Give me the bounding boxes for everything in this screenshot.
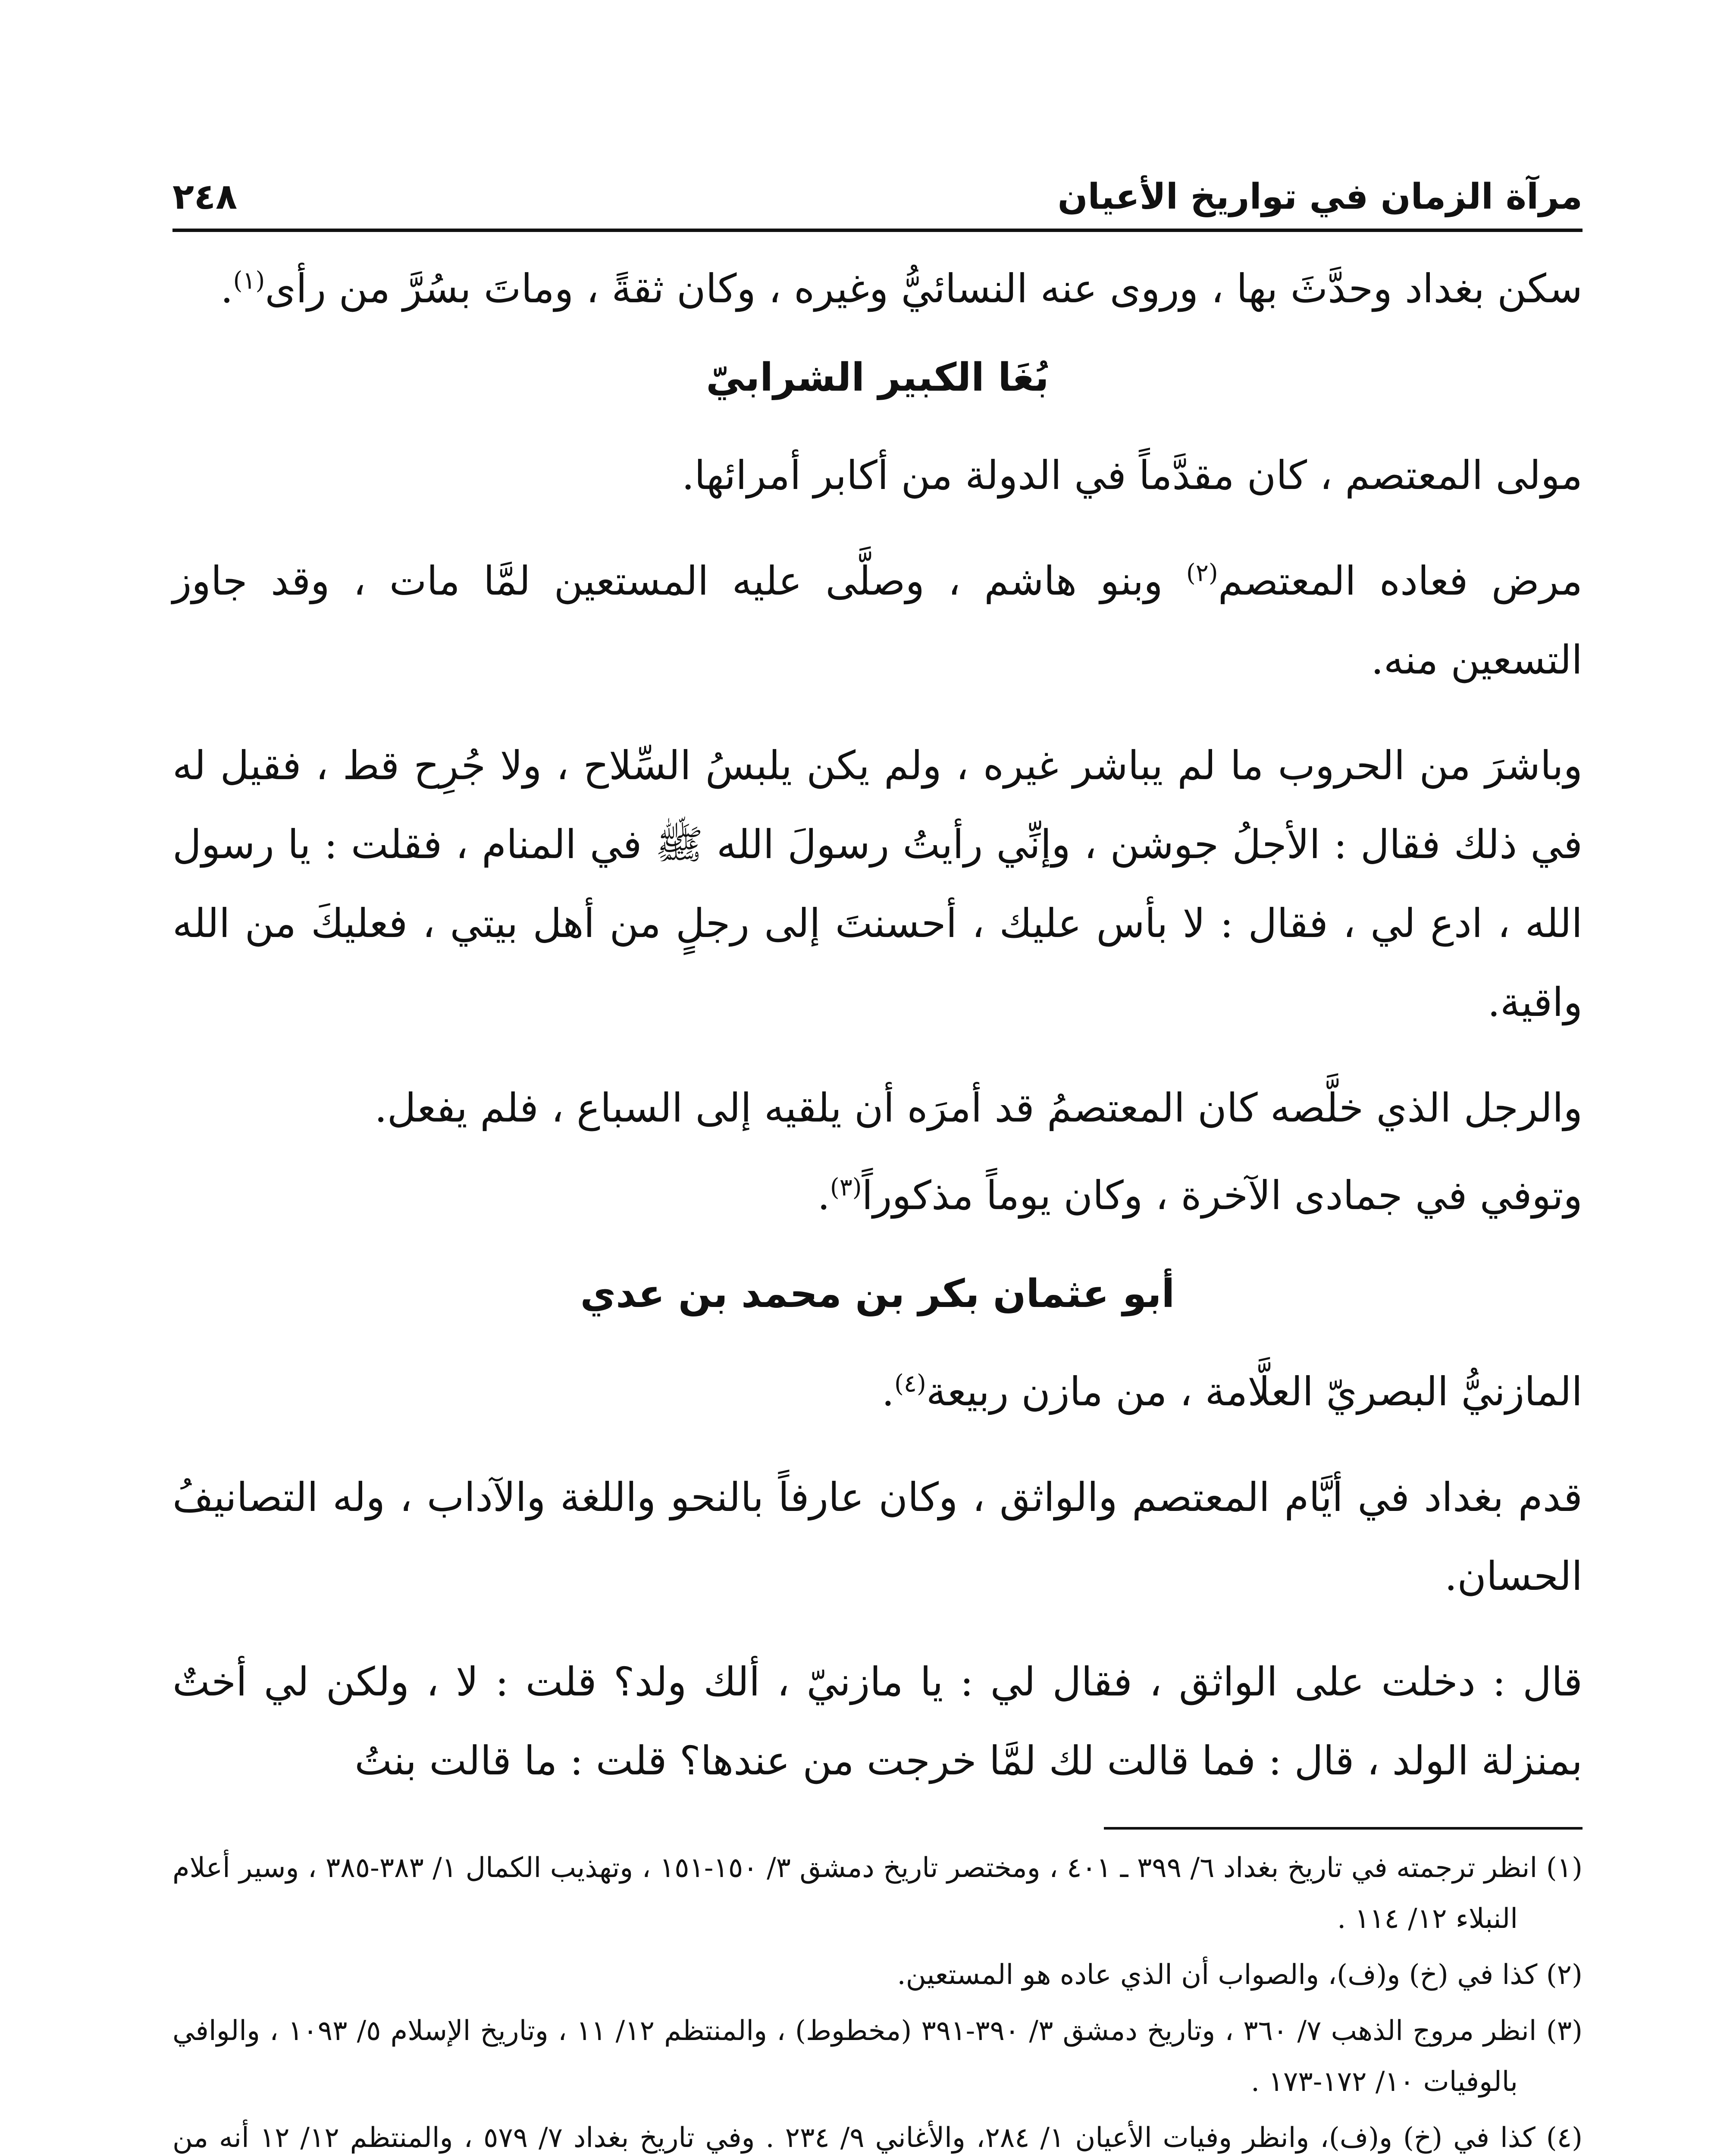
paragraph-1-end: .: [220, 266, 233, 312]
page-number: ٢٤٨: [172, 176, 238, 217]
heading-mazini: أبو عثمان بكر بن محمد بن عدي: [580, 1271, 1175, 1316]
paragraph-9: قال : دخلت على الواثق ، فقال لي : يا مازنيّ ، ألك ولد؟ قلت : لا ، ولكن لي أختٌ بمنزلة الولد ، قال : فما قالت لك لمَّا خرجت من عندها؟ قلت : ما قالت بنتُ: [172, 1659, 1583, 1784]
paragraph-7: [172, 1352, 1583, 1431]
paragraph-6: [172, 1156, 1583, 1235]
paragraph-3: [172, 542, 1583, 699]
footnotes: [172, 1827, 1583, 2156]
book-page: [172, 164, 1583, 2156]
footnote-divider: [1104, 1827, 1583, 1830]
footnote-ref-2: (٢): [1186, 559, 1218, 587]
paragraph-6-text: وتوفي في جمادى الآخرة ، وكان يوماً مذكوراً: [862, 1172, 1583, 1219]
paragraph-8: قدم بغداد في أيَّام المعتصم والواثق ، وكان عارفاً بالنحو واللغة والآداب ، وله التصانيفُ الحسان.: [172, 1474, 1583, 1599]
footnote-4: (٤) كذا في (خ) و(ف)، وانظر وفيات الأعيان ١/ ٢٨٤، والأغاني ٩/ ٢٣٤ . وفي تاريخ بغداد ٧/ ٥٧٩ ، والمنتظم ١٢/ ١٢ أنه من: [172, 2122, 1583, 2154]
heading-bugha: بُغَا الكبير الشرابيّ: [706, 355, 1049, 400]
footnote-ref-4: (٤): [894, 1369, 926, 1398]
paragraph-7-end: .: [881, 1369, 895, 1415]
paragraph-6-end: .: [817, 1172, 830, 1219]
paragraph-1: [172, 249, 1583, 328]
paragraph-1-text: سكن بغداد وحدَّثَ بها ، وروى عنه النسائيُّ وغيره ، وكان ثقةً ، وماتَ بسُرَّ من رأى: [265, 266, 1583, 312]
paragraph-4: وباشرَ من الحروب ما لم يباشر غيره ، ولم يكن يلبسُ السِّلاح ، ولا جُرِح قط ، فقيل له في ذلك فقال : الأجلُ جوشن ، وإنِّي رأيتُ رسولَ الله ﷺ في المنام ، فقلت : يا رسول الله ، ادع لي ، فقال : لا بأس عليك ، أحسنتَ إلى رجلٍ من أهل بيتي ، فعليكَ من الله واقية.: [172, 743, 1583, 1025]
footnote-3: (٣) انظر مروج الذهب ٧/ ٣٦٠ ، وتاريخ دمشق ٣/ ٣٩٠-٣٩١ (مخطوط) ، والمنتظم ١٢/ ١١ ، وتاريخ الإسلام ٥/ ١٠٩٣ ، والوافي بالوفيات ١٠/ ١٧٢-١٧٣ .: [172, 2015, 1583, 2098]
footnote-1: (١) انظر ترجمته في تاريخ بغداد ٦/ ٣٩٩ ـ ٤٠١ ، ومختصر تاريخ دمشق ٣/ ١٥٠-١٥١ ، وتهذيب الكمال ١/ ٣٨٣-٣٨٥ ، وسير أعلام النبلاء ١٢/ ١١٤ .: [172, 1852, 1583, 1935]
paragraph-7-text: المازنيُّ البصريّ العلَّامة ، من مازن ربيعة: [926, 1369, 1583, 1415]
page-header: [172, 164, 1583, 232]
paragraph-5: والرجل الذي خلَّصه كان المعتصمُ قد أمرَه أن يلقيه إلى السباع ، فلم يفعل.: [374, 1085, 1583, 1131]
body-text: [172, 249, 1583, 1800]
running-title: مرآة الزمان في تواريخ الأعيان: [1057, 176, 1583, 217]
paragraph-2: مولى المعتصم ، كان مقدَّماً في الدولة من أكابر أمرائها.: [681, 452, 1583, 498]
footnote-2: (٢) كذا في (خ) و(ف)، والصواب أن الذي عاده هو المستعين.: [897, 1959, 1583, 1991]
footnote-ref-1: (١): [233, 266, 265, 295]
paragraph-3-end: وبنو هاشم ، وصلَّى عليه المستعين لمَّا مات ، وقد جاوز التسعين منه.: [172, 558, 1583, 683]
paragraph-3-start: مرض فعاده المعتصم: [1218, 558, 1583, 604]
footnote-ref-3: (٣): [830, 1173, 862, 1202]
